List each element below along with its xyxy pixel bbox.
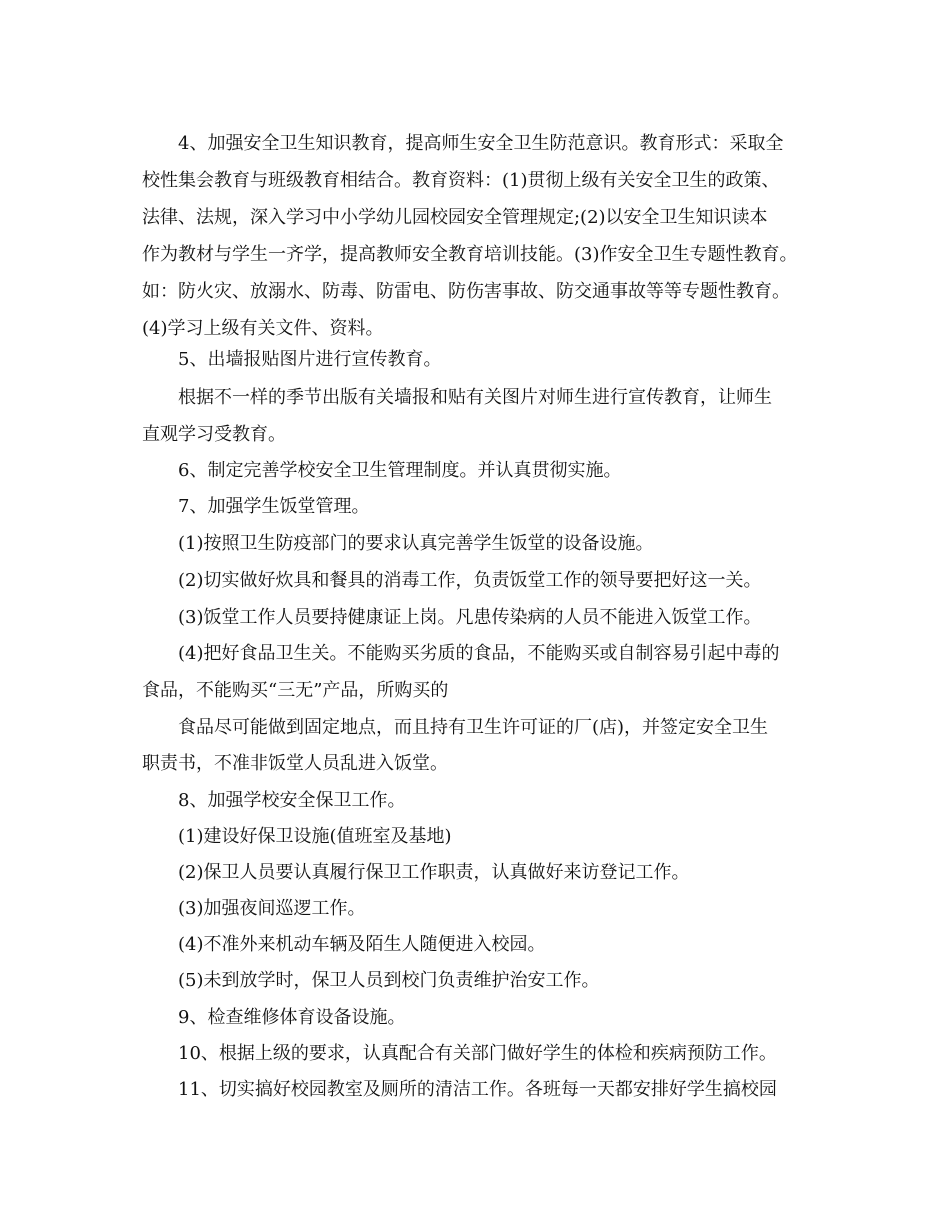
text-line: 食品尽可能做到固定地点，而且持有卫生许可证的厂(店)，并签定安全卫生: [178, 717, 769, 738]
text-line: 根据不一样的季节出版有关墙报和贴有关图片对师生进行宣传教育，让师生: [178, 387, 772, 408]
text-line: (4)学习上级有关文件、资料。: [142, 318, 384, 339]
text-line: 职责书，不准非饭堂人员乱进入饭堂。: [142, 753, 448, 774]
text-line: (4)不准外来机动车辆及陌生人随便进入校园。: [178, 934, 546, 955]
text-line: 5、出墙报贴图片进行宣传教育。: [178, 349, 442, 370]
text-line: (1)按照卫生防疫部门的要求认真完善学生饭堂的设备设施。: [178, 533, 654, 554]
text-line: 10、根据上级的要求，认真配合有关部门做好学生的体检和疾病预防工作。: [178, 1043, 777, 1064]
text-line: 7、加强学生饭堂管理。: [178, 496, 370, 517]
text-line: 校性集会教育与班级教育相结合。教育资料：(1)贯彻上级有关安全卫生的政策、: [142, 170, 780, 191]
text-line: (1)建设好保卫设施(值班室及基地): [178, 826, 452, 847]
text-line: (4)把好食品卫生关。不能购买劣质的食品，不能购买或自制容易引起中毒的: [178, 643, 780, 664]
text-line: 4、加强安全卫生知识教育，提高师生安全卫生防范意识。教育形式：采取全: [178, 133, 784, 154]
text-line: 如：防火灾、放溺水、防毒、防雷电、防伤害事故、防交通事故等等专题性教育。: [142, 281, 790, 302]
text-line: (5)未到放学时，保卫人员到校门负责维护治安工作。: [178, 970, 600, 991]
text-line: (2)保卫人员要认真履行保卫工作职责，认真做好来访登记工作。: [178, 862, 690, 883]
text-line: 8、加强学校安全保卫工作。: [178, 790, 406, 811]
text-line: 9、检查维修体育设备设施。: [178, 1007, 406, 1028]
text-line: 作为教材与学生一齐学，提高教师安全教育培训技能。(3)作安全卫生专题性教育。: [142, 244, 798, 265]
text-line: 法律、法规，深入学习中小学幼儿园校园安全管理规定;(2)以安全卫生知识读本: [142, 207, 768, 228]
text-line: 直观学习受教育。: [142, 424, 286, 445]
text-line: 食品，不能购买“三无”产品，所购买的: [142, 680, 449, 701]
text-line: (3)饭堂工作人员要持健康证上岗。凡患传染病的人员不能进入饭堂工作。: [178, 607, 762, 628]
text-line: 11、切实搞好校园教室及厕所的清洁工作。各班每一天都安排好学生搞校园: [178, 1079, 777, 1100]
text-line: (2)切实做好炊具和餐具的消毒工作，负责饭堂工作的领导要把好这一关。: [178, 570, 762, 591]
text-line: 6、制定完善学校安全卫生管理制度。并认真贯彻实施。: [178, 460, 622, 481]
text-line: (3)加强夜间巡逻工作。: [178, 898, 366, 919]
